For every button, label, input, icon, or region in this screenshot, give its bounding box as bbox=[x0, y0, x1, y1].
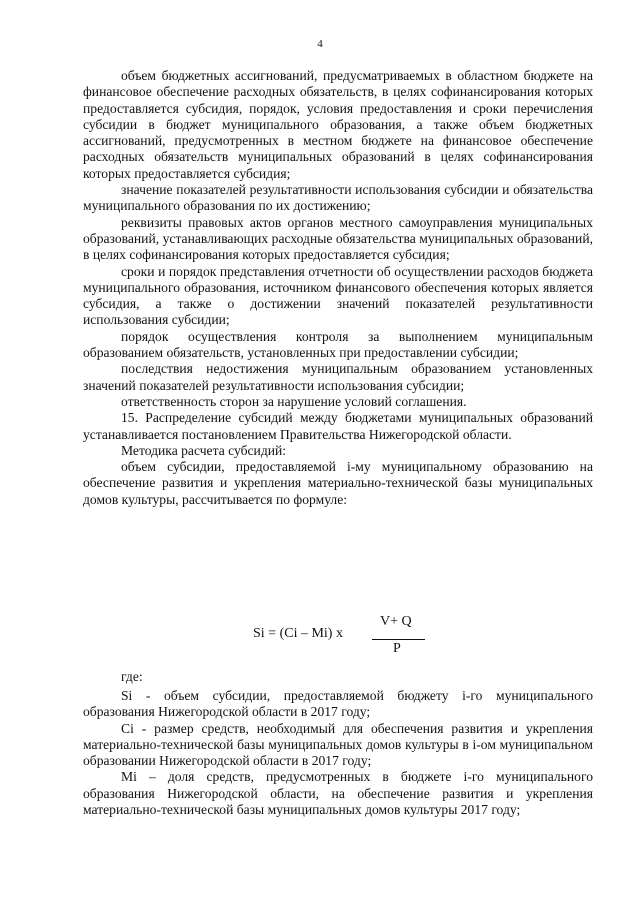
paragraph-control-procedure: порядок осуществления контроля за выполнением муниципальным образованием обязательств, установленных при предоставлении субсидии; bbox=[83, 328, 593, 361]
definition-mi: Mi – доля средств, предусмотренных в бюджете i-го муниципального образования Нижегородской области, на обеспечение развития и укрепления материально-технической базы муниципальных домов культуры 2017 году; bbox=[83, 769, 593, 818]
formula-fraction-line bbox=[372, 639, 425, 640]
paragraph-performance-indicators: значение показателей результативности использования субсидии и обязательства муниципального образования по их достижению; bbox=[83, 182, 593, 214]
paragraph-formula-intro: объем субсидии, предоставляемой i-му муниципальному образованию на обеспечение развития и укрепления материально-технической базы муниципальных домов культуры, рассчитывается по формуле: bbox=[83, 459, 593, 507]
where-label: где: bbox=[121, 669, 143, 684]
paragraph-methodology-heading: Методика расчета субсидий: bbox=[121, 442, 287, 458]
definition-ci: Ci - размер средств, необходимый для обеспечения развития и укрепления материально-технической базы муниципальных домов культуры в i-ом муниципальном образовании Нижегородской области в 2017 году; bbox=[83, 720, 593, 769]
formula-denominator: P bbox=[393, 641, 401, 656]
text-block-bottom bbox=[83, 688, 593, 818]
paragraph-consequences: последствия недостижения муниципальным образованием установленных значений показателей результативности использования субсидии; bbox=[83, 361, 593, 393]
formula-left-side: Si = (Ci – Mi) x bbox=[253, 626, 343, 641]
subsidy-formula bbox=[0, 610, 640, 658]
page-number: 4 bbox=[317, 38, 323, 50]
text-block-top bbox=[83, 68, 593, 508]
paragraph-responsibility: ответственность сторон за нарушение условий соглашения. bbox=[121, 393, 467, 409]
paragraph-item-15: 15. Распределение субсидий между бюджетами муниципальных образований устанавливается постановлением Правительства Нижегородской области. bbox=[83, 410, 593, 442]
paragraph-reporting-terms: сроки и порядок представления отчетности об осуществлении расходов бюджета муниципального образования, источником финансового обеспечения которых является субсидия, а также о достижении значений показателей результативности использования субсидии; bbox=[83, 263, 593, 328]
definition-si: Si - объем субсидии, предоставляемой бюджету i-го муниципального образования Нижегородской области в 2017 году; bbox=[83, 688, 593, 720]
formula-numerator: V+ Q bbox=[380, 614, 412, 629]
paragraph-legal-acts: реквизиты правовых актов органов местного самоуправления муниципальных образований, устанавливающих расходные обязательства муниципальных образований, в целях софинансирования которых предоставляется субсидия; bbox=[83, 214, 593, 263]
paragraph-budget-allocations: объем бюджетных ассигнований, предусматриваемых в областном бюджете на финансовое обеспечение расходных обязательств, в целях софинансирования которых предоставляется субсидия, порядок, условия предоставления и сроки перечисления субсидии в бюджет муниципального образования, а также объем бюджетных ассигнований, предусмотренных в местном бюджете на финансовое обеспечение расходных обязательств муниципальных образований в целях софинансирования которых предоставляется субсидия; bbox=[83, 68, 593, 181]
